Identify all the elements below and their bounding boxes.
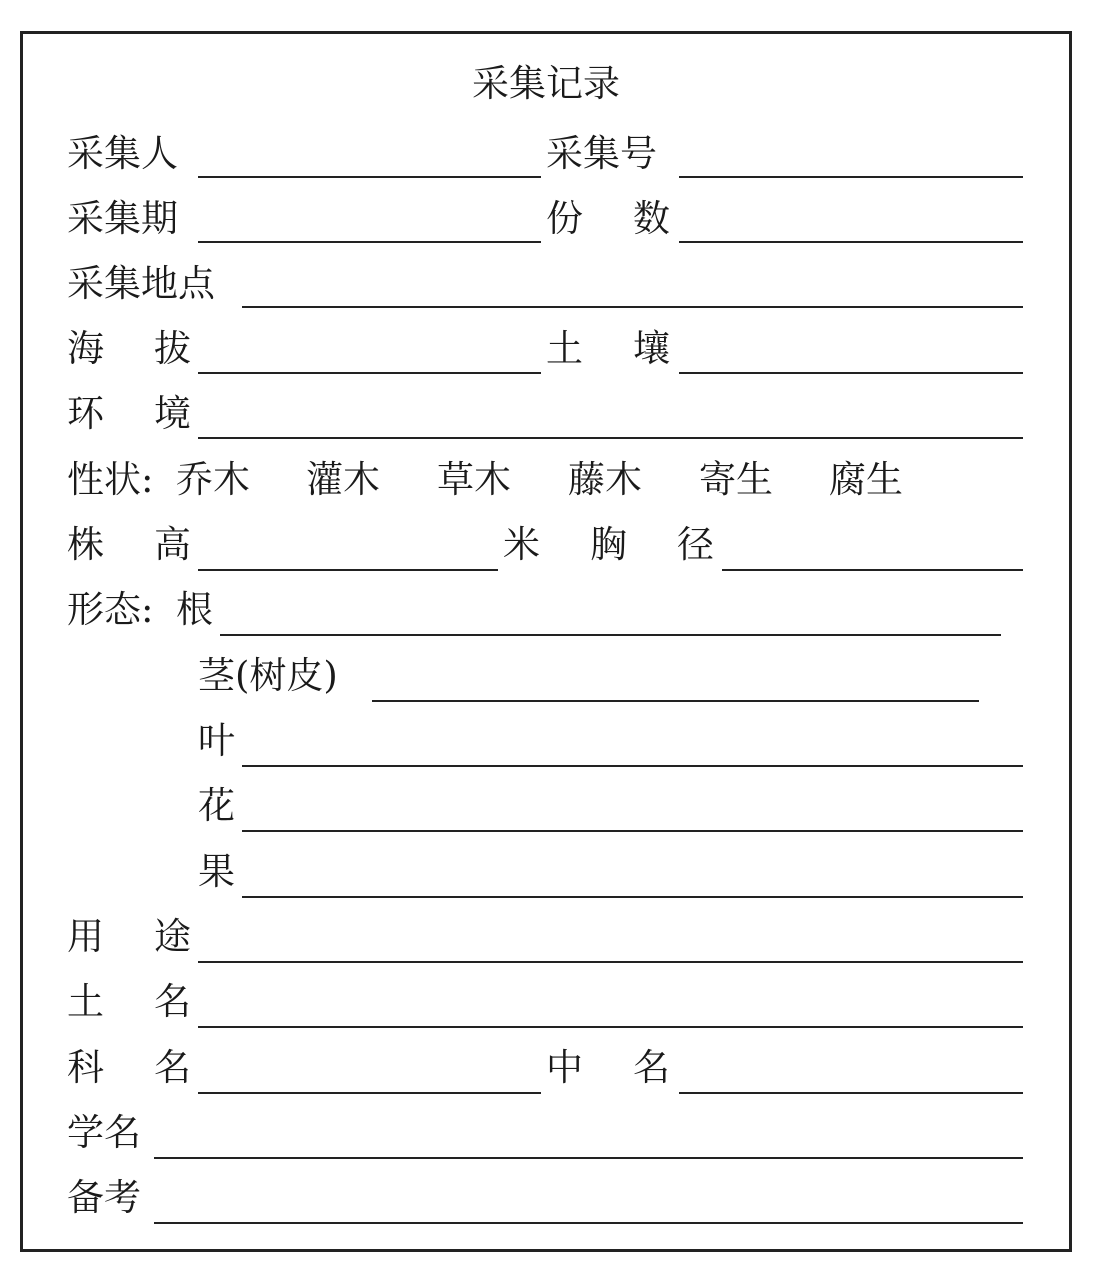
- copies-field[interactable]: [679, 241, 1023, 243]
- form-title: 采集记录: [472, 62, 620, 105]
- habit-label: 性状:: [67, 458, 154, 501]
- chinese-name-field[interactable]: [679, 1092, 1023, 1094]
- chinese-name-label-second: 名: [633, 1046, 670, 1089]
- soil-label-first: 土: [546, 327, 583, 370]
- habit-option[interactable]: 灌木: [306, 458, 380, 501]
- dbh-label-second: 径: [677, 523, 714, 566]
- remarks-label: 备考: [67, 1176, 141, 1219]
- habit-option[interactable]: 藤木: [568, 458, 642, 501]
- chinese-name-label-first: 中: [546, 1046, 583, 1089]
- use-field[interactable]: [198, 961, 1023, 963]
- habit-option[interactable]: 乔木: [176, 458, 250, 501]
- family-label-second: 名: [154, 1046, 191, 1089]
- flower-label: 花: [198, 784, 235, 827]
- collector-label: 采集人: [67, 132, 178, 175]
- altitude-label-second: 拔: [154, 327, 191, 370]
- copies-label-first: 份: [546, 197, 583, 240]
- collector-field[interactable]: [198, 176, 541, 178]
- local-name-field[interactable]: [198, 1026, 1023, 1028]
- habit-option[interactable]: 草木: [437, 458, 511, 501]
- scientific-name-field[interactable]: [154, 1157, 1023, 1159]
- use-label-second: 途: [154, 915, 191, 958]
- stem-label: 茎(树皮): [198, 654, 338, 697]
- habit-option[interactable]: 腐生: [829, 458, 903, 501]
- soil-field[interactable]: [679, 372, 1023, 374]
- dbh-field[interactable]: [722, 569, 1023, 571]
- morphology-label: 形态:: [67, 588, 154, 631]
- family-label-first: 科: [67, 1046, 104, 1089]
- leaf-field[interactable]: [242, 765, 1023, 767]
- fruit-label: 果: [198, 850, 235, 893]
- stem-field[interactable]: [372, 700, 979, 702]
- scientific-name-label: 学名: [67, 1111, 141, 1154]
- remarks-field[interactable]: [154, 1222, 1023, 1224]
- dbh-label-first: 胸: [590, 523, 627, 566]
- root-field[interactable]: [220, 634, 1001, 636]
- location-field[interactable]: [242, 306, 1023, 308]
- altitude-label-first: 海: [67, 327, 104, 370]
- environment-label-first: 环: [67, 392, 104, 435]
- altitude-field[interactable]: [198, 372, 541, 374]
- local-name-label-second: 名: [154, 980, 191, 1023]
- height-field[interactable]: [198, 569, 498, 571]
- soil-label-second: 壤: [633, 327, 670, 370]
- height-unit-label: 米: [503, 523, 540, 566]
- height-label-second: 高: [154, 523, 191, 566]
- environment-label-second: 境: [154, 392, 191, 435]
- root-label: 根: [176, 588, 213, 631]
- use-label-first: 用: [67, 915, 104, 958]
- collection-date-label: 采集期: [67, 197, 178, 240]
- family-field[interactable]: [198, 1092, 541, 1094]
- collection-number-label: 采集号: [546, 132, 657, 175]
- height-label-first: 株: [67, 523, 104, 566]
- flower-field[interactable]: [242, 830, 1023, 832]
- leaf-label: 叶: [198, 719, 235, 762]
- collection-number-field[interactable]: [679, 176, 1023, 178]
- habit-option[interactable]: 寄生: [699, 458, 773, 501]
- location-label: 采集地点: [67, 262, 215, 305]
- environment-field[interactable]: [198, 437, 1023, 439]
- fruit-field[interactable]: [242, 896, 1023, 898]
- copies-label-second: 数: [633, 197, 670, 240]
- local-name-label-first: 土: [67, 980, 104, 1023]
- collection-date-field[interactable]: [198, 241, 541, 243]
